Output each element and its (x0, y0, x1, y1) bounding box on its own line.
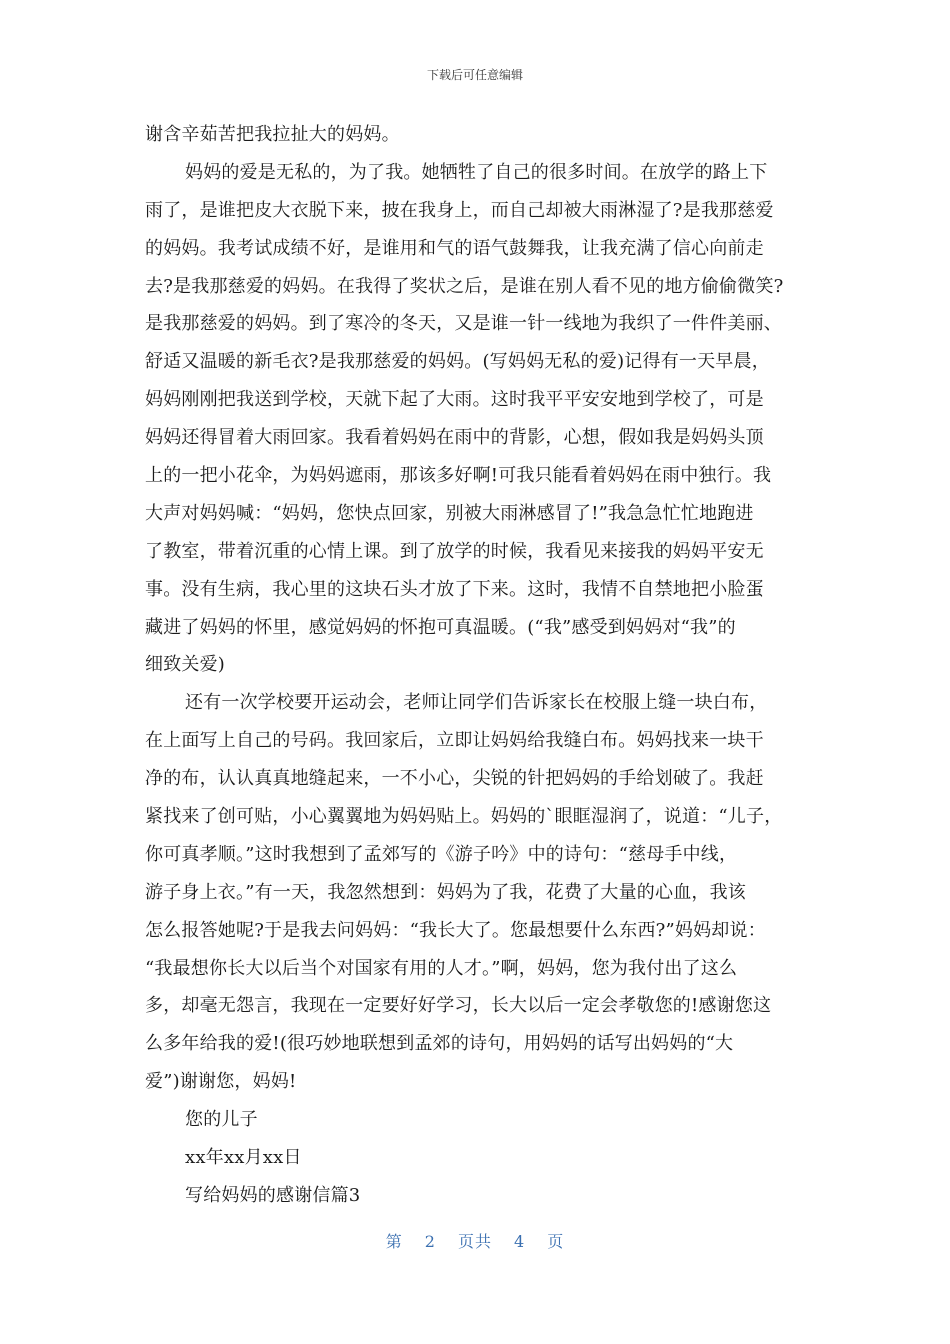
date-line: xx年xx月xx日 (185, 1147, 302, 1169)
page-footer (0, 1229, 950, 1252)
section-title: 写给妈妈的感谢信篇3 (185, 1184, 361, 1206)
text-line: 雨了，是谁把皮大衣脱下来，披在我身上，而自己却被大雨淋湿了?是我那慈爱 (145, 199, 774, 221)
text-line: 事。没有生病，我心里的这块石头才放了下来。这时，我情不自禁地把小脸蛋 (145, 578, 764, 600)
text-line: 怎么报答她呢?于是我去问妈妈：“我长大了。您最想要什么东西?”妈妈却说： (145, 919, 766, 941)
signature: 您的儿子 (185, 1109, 258, 1131)
current-page-number: 2 (424, 1232, 436, 1251)
text-line: 还有一次学校要开运动会，老师让同学们告诉家长在校服上缝一块白布， (185, 692, 768, 714)
text-line: 么多年给我的爱!(很巧妙地联想到孟郊的诗句，用妈妈的话写出妈妈的“大 (145, 1033, 734, 1055)
text-line: 藏进了妈妈的怀里，感觉妈妈的怀抱可真温暖。(“我”感受到妈妈对“我”的 (145, 616, 736, 638)
letter-body (145, 116, 810, 1215)
footer-middle: 页共 (457, 1232, 492, 1251)
text-line: 爱”)谢谢您，妈妈! (145, 1071, 297, 1093)
text-line: 净的布，认认真真地缝起来，一不小心，尖锐的针把妈妈的手给划破了。我赶 (145, 768, 764, 790)
text-line: “我最想你长大以后当个对国家有用的人才。”啊，妈妈，您为我付出了这么 (145, 957, 738, 979)
text-line: 妈妈还得冒着大雨回家。我看着妈妈在雨中的背影，心想，假如我是妈妈头顶 (145, 427, 764, 449)
text-line: 游子身上衣。”有一天，我忽然想到：妈妈为了我，花费了大量的心血，我该 (145, 881, 746, 903)
text-line: 谢含辛茹苦把我拉扯大的妈妈。 (145, 124, 400, 145)
text-line: 是我那慈爱的妈妈。到了寒冷的冬天，又是谁一针一线地为我织了一件件美丽、 (145, 313, 782, 335)
total-pages-number: 4 (514, 1232, 526, 1251)
footer-suffix: 页 (547, 1232, 565, 1251)
text-line: 你可真孝顺。”这时我想到了孟郊写的《游子吟》中的诗句：“慈母手中线， (145, 843, 738, 865)
footer-prefix: 第 (385, 1232, 403, 1251)
text-line: 在上面写上自己的号码。我回家后，立即让妈妈给我缝白布。妈妈找来一块干 (145, 730, 764, 752)
text-line: 去?是我那慈爱的妈妈。在我得了奖状之后，是谁在别人看不见的地方偷偷微笑? (145, 275, 784, 297)
text-line: 紧找来了创可贴，小心翼翼地为妈妈贴上。妈妈的`眼眶湿润了，说道：“儿子， (145, 806, 783, 828)
text-line: 细致关爱) (145, 654, 226, 676)
text-line: 的妈妈。我考试成绩不好，是谁用和气的语气鼓舞我，让我充满了信心向前走 (145, 237, 764, 259)
text-line: 妈妈的爱是无私的，为了我。她牺牲了自己的很多时间。在放学的路上下 (185, 161, 768, 183)
text-line: 舒适又温暖的新毛衣?是我那慈爱的妈妈。(写妈妈无私的爱)记得有一天早晨， (145, 351, 770, 373)
page-header: 下载后可任意编辑 (426, 68, 523, 82)
text-line: 多，却毫无怨言，我现在一定要好好学习，长大以后一定会孝敬您的!感谢您这 (145, 995, 772, 1017)
text-line: 上的一把小花伞，为妈妈遮雨，那该多好啊!可我只能看着妈妈在雨中独行。我 (145, 465, 772, 487)
text-line: 大声对妈妈喊：“妈妈，您快点回家，别被大雨淋感冒了!”我急急忙忙地跑进 (145, 502, 754, 524)
text-line: 妈妈刚刚把我送到学校，天就下起了大雨。这时我平平安安地到学校了，可是 (145, 389, 764, 411)
text-line: 了教室，带着沉重的心情上课。到了放学的时候，我看见来接我的妈妈平安无 (145, 540, 764, 562)
